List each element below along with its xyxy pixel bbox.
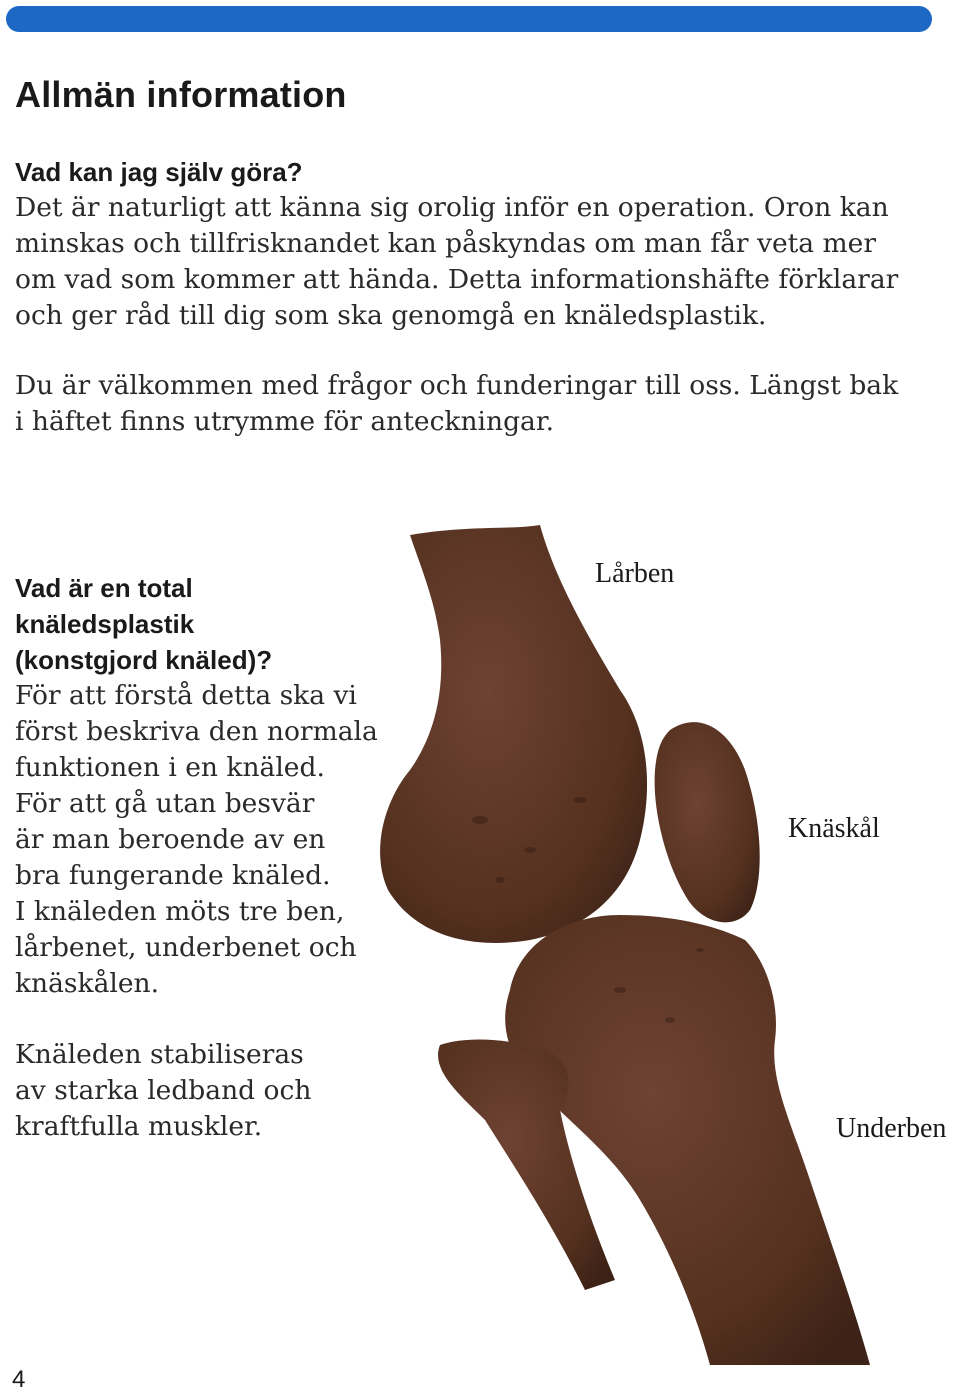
intro-section xyxy=(15,154,915,440)
knee-function-paragraph xyxy=(15,678,385,1002)
text-line: I knäleden möts tre ben, xyxy=(15,896,345,927)
text-line: funktionen i en knäled. xyxy=(15,752,325,783)
label-tibia: Underben xyxy=(836,1113,947,1144)
text-line: kraftfulla muskler. xyxy=(15,1111,263,1142)
text-line: av starka ledband och xyxy=(15,1075,312,1106)
label-femur: Lårben xyxy=(595,558,675,589)
text-line: bra fungerande knäled. xyxy=(15,860,331,891)
knee-joint-illustration xyxy=(370,520,947,1390)
header-bar xyxy=(6,6,932,32)
text-line: är man beroende av en xyxy=(15,824,326,855)
patella-bone xyxy=(655,722,760,922)
text-line: lårbenet, underbenet och xyxy=(15,932,357,963)
text-line: För att gå utan besvär xyxy=(15,788,315,819)
text-line: För att förstå detta ska vi xyxy=(15,680,357,711)
text-line: Knäleden stabiliseras xyxy=(15,1039,304,1070)
text-line: knäskålen. xyxy=(15,968,160,999)
page-title: Allmän information xyxy=(15,74,347,115)
heading-line: (konstgjord knäled)? xyxy=(15,645,273,675)
heading-line: knäledsplastik xyxy=(15,609,195,639)
questions-paragraph: Du är välkommen med frågor och funderingar till oss. Längst bak i häftet finns utrymme för anteckningar. xyxy=(15,370,899,437)
label-patella: Knäskål xyxy=(788,813,880,844)
text-line: först beskriva den normala xyxy=(15,716,378,747)
knee-explanation-section xyxy=(15,570,385,1145)
stabilization-paragraph xyxy=(15,1037,385,1145)
heading-line: Vad är en total xyxy=(15,573,193,603)
intro-paragraph: Det är naturligt att känna sig orolig inför en operation. Oron kan minskas och tillfrisknandet kan påskyndas om man får veta mer om vad som kommer att hända. Detta informationshäfte förklarar och ger råd till dig som ska genomgå en knäledsplastik. xyxy=(15,192,899,331)
section-heading-self-help: Vad kan jag själv göra? xyxy=(15,157,303,187)
section-heading-knee-replacement xyxy=(15,570,385,678)
page-number: 4 xyxy=(12,1366,26,1393)
